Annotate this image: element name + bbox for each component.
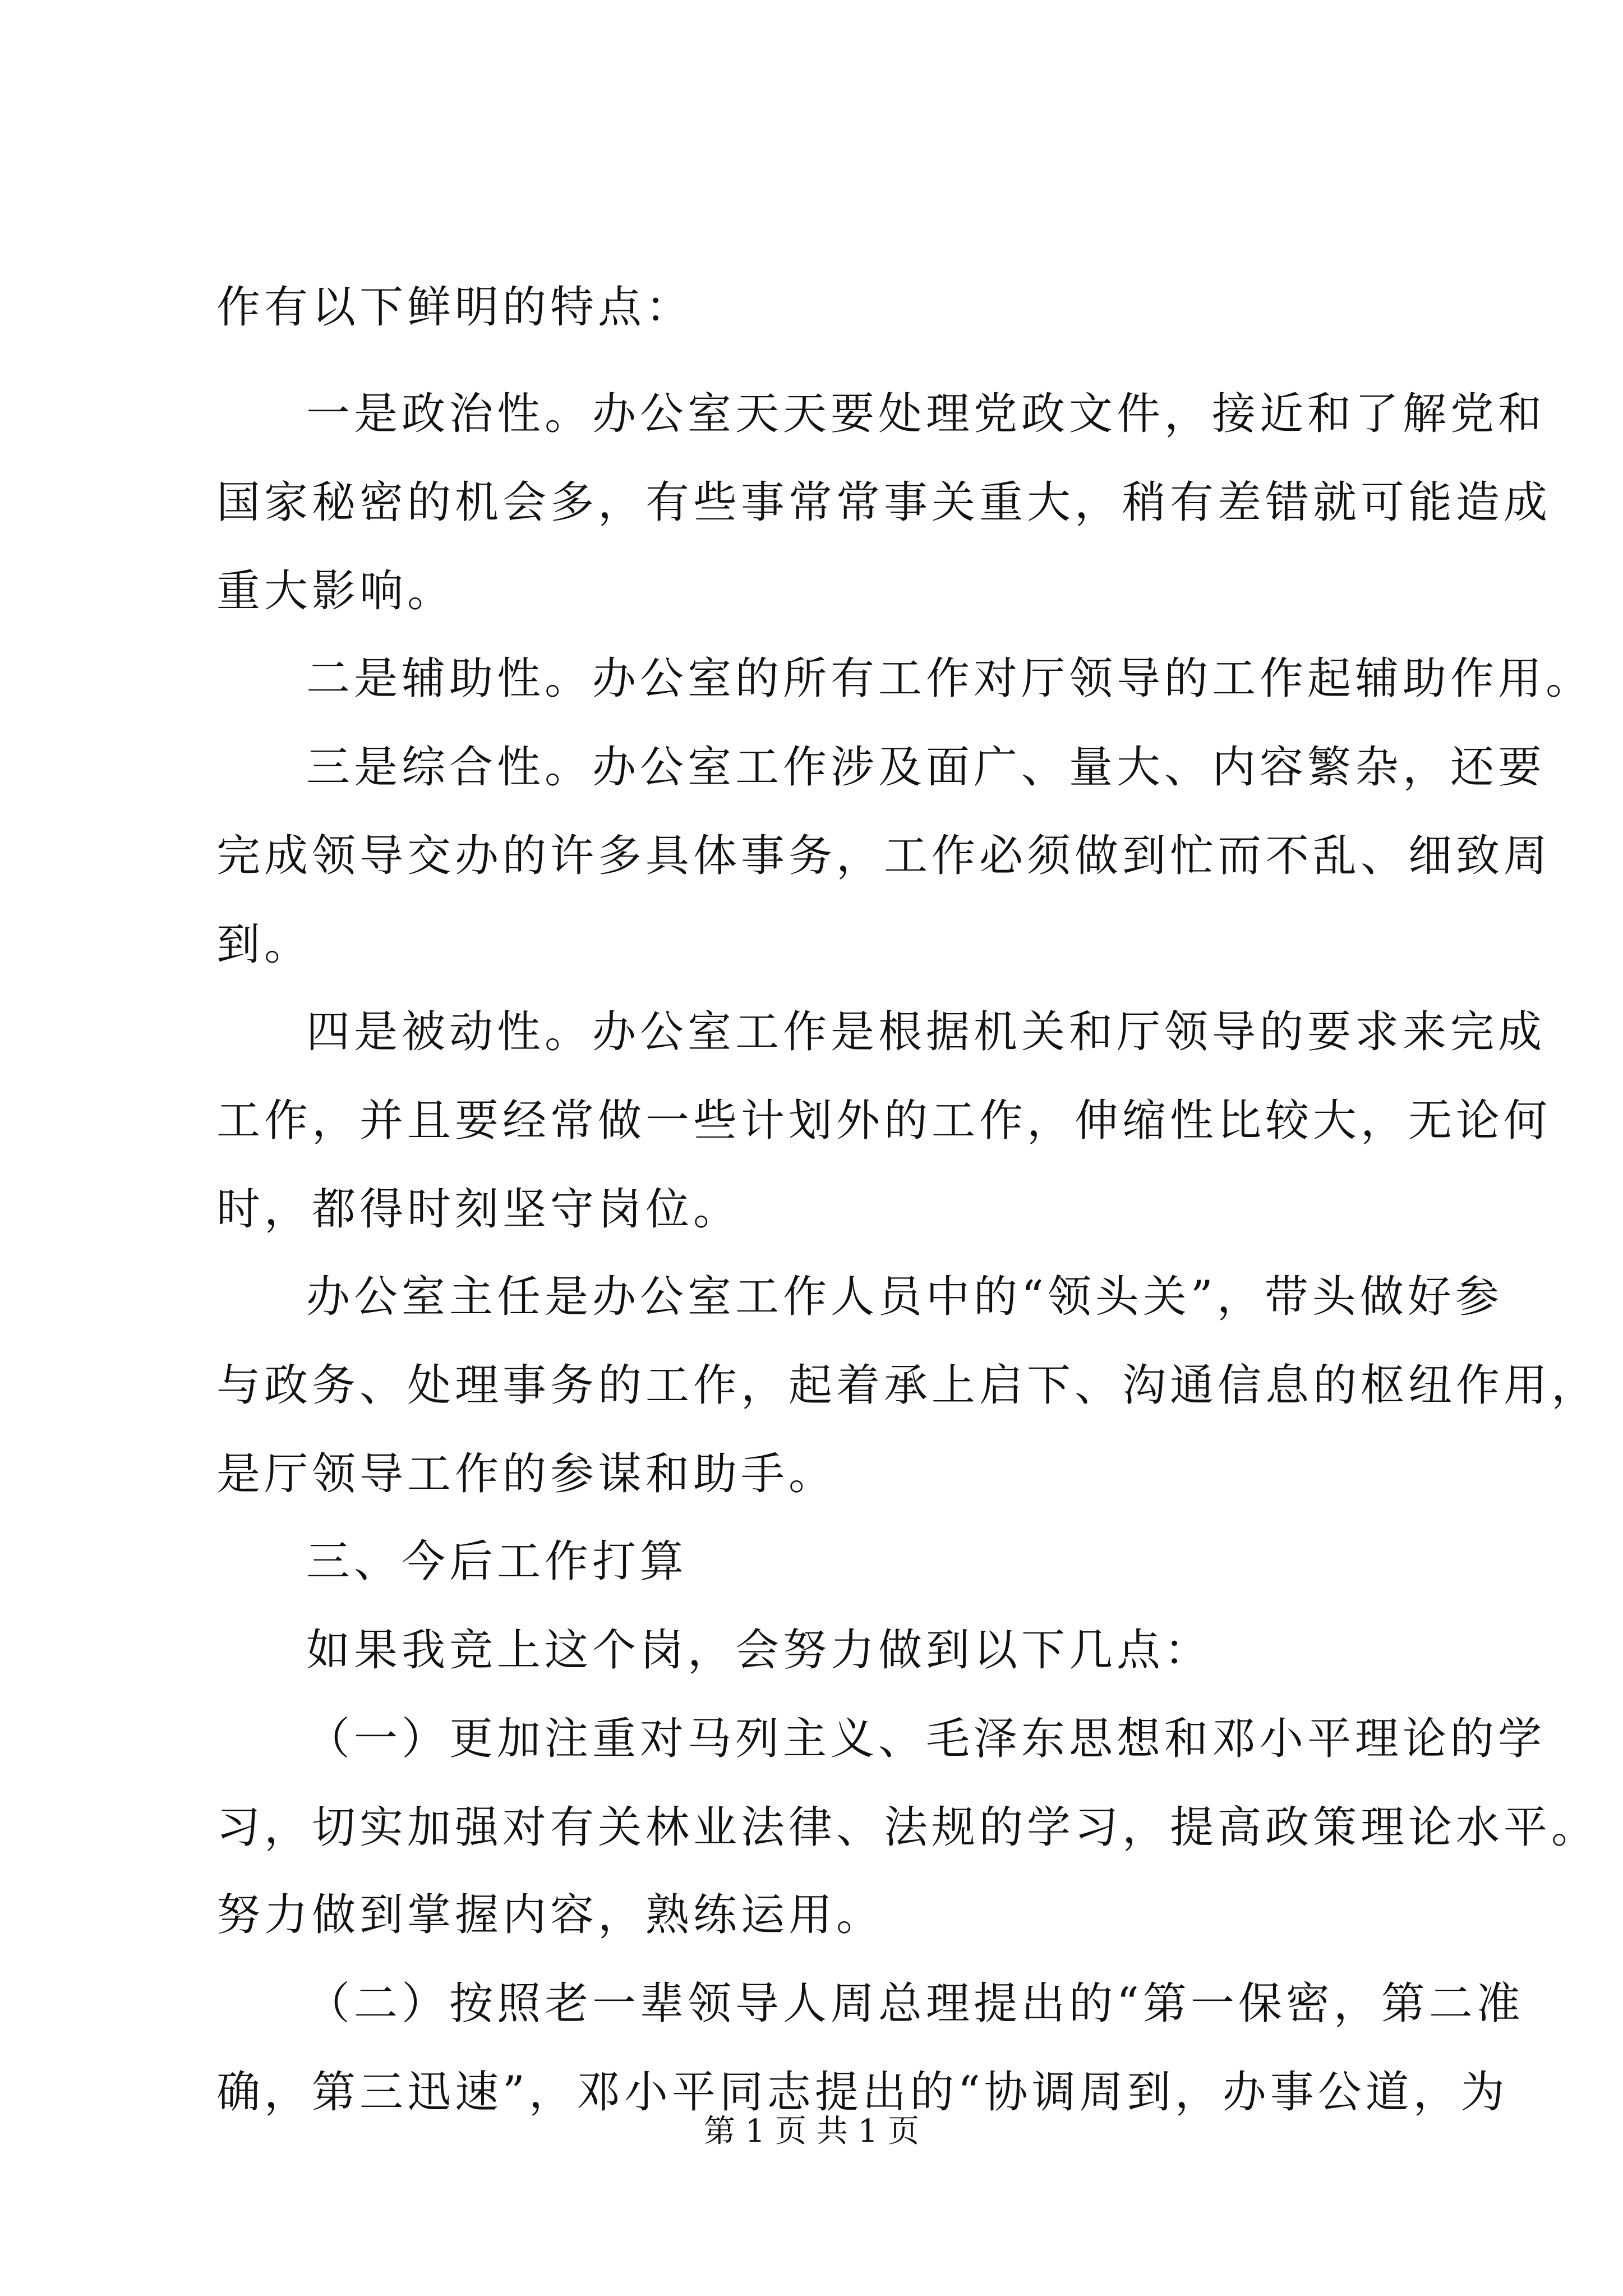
text-line: 确，第三迅速”，邓小平同志提出的“协调周到，办事公道，为 [216,2067,1509,2118]
text-line: 时，都得时刻坚守岗位。 [216,1184,741,1235]
text-line: 到。 [216,919,312,970]
text-line: 工作，并且要经常做一些计划外的工作，伸缩性比较大，无论何 [216,1096,1552,1146]
text-line: 四是被动性。办公室工作是根据机关和厅领导的要求来完成 [306,1007,1546,1057]
section-heading: 三、今后工作打算 [306,1536,688,1587]
text-line: （二）按照老一辈领导人周总理提出的“第一保密，第二准 [306,1978,1524,2029]
text-line: 国家秘密的机会多，有些事常常事关重大，稍有差错就可能造成 [216,477,1552,528]
text-line: 如果我竞上这个岗，会努力做到以下几点： [306,1625,1212,1676]
text-line: 是厅领导工作的参谋和助手。 [216,1449,837,1499]
text-line: 习，切实加强对有关林业法律、法规的学习，提高政策理论水平。 [216,1802,1599,1853]
text-line: 努力做到掌握内容，熟练运用。 [216,1890,884,1940]
text-line: 完成领导交办的许多具体事务，工作必须做到忙而不乱、细致周 [216,831,1552,881]
text-line: 与政务、处理事务的工作，起着承上启下、沟通信息的枢纽作用， [216,1360,1599,1411]
page-footer: 第 1 页 共 1 页 [703,2113,920,2150]
text-line: 三是综合性。办公室工作涉及面广、量大、内容繁杂，还要 [306,742,1546,793]
text-line: 作有以下鲜明的特点： [216,282,694,333]
text-line: （一）更加注重对马列主义、毛泽东思想和邓小平理论的学 [306,1714,1546,1764]
text-line: 二是辅助性。办公室的所有工作对厅领导的工作起辅助作用。 [306,654,1594,704]
text-line: 一是政治性。办公室天天要处理党政文件，接近和了解党和 [306,389,1546,439]
text-line: 办公室主任是办公室工作人员中的“领头关”，带头做好参 [306,1272,1503,1322]
text-line: 重大影响。 [216,566,455,616]
